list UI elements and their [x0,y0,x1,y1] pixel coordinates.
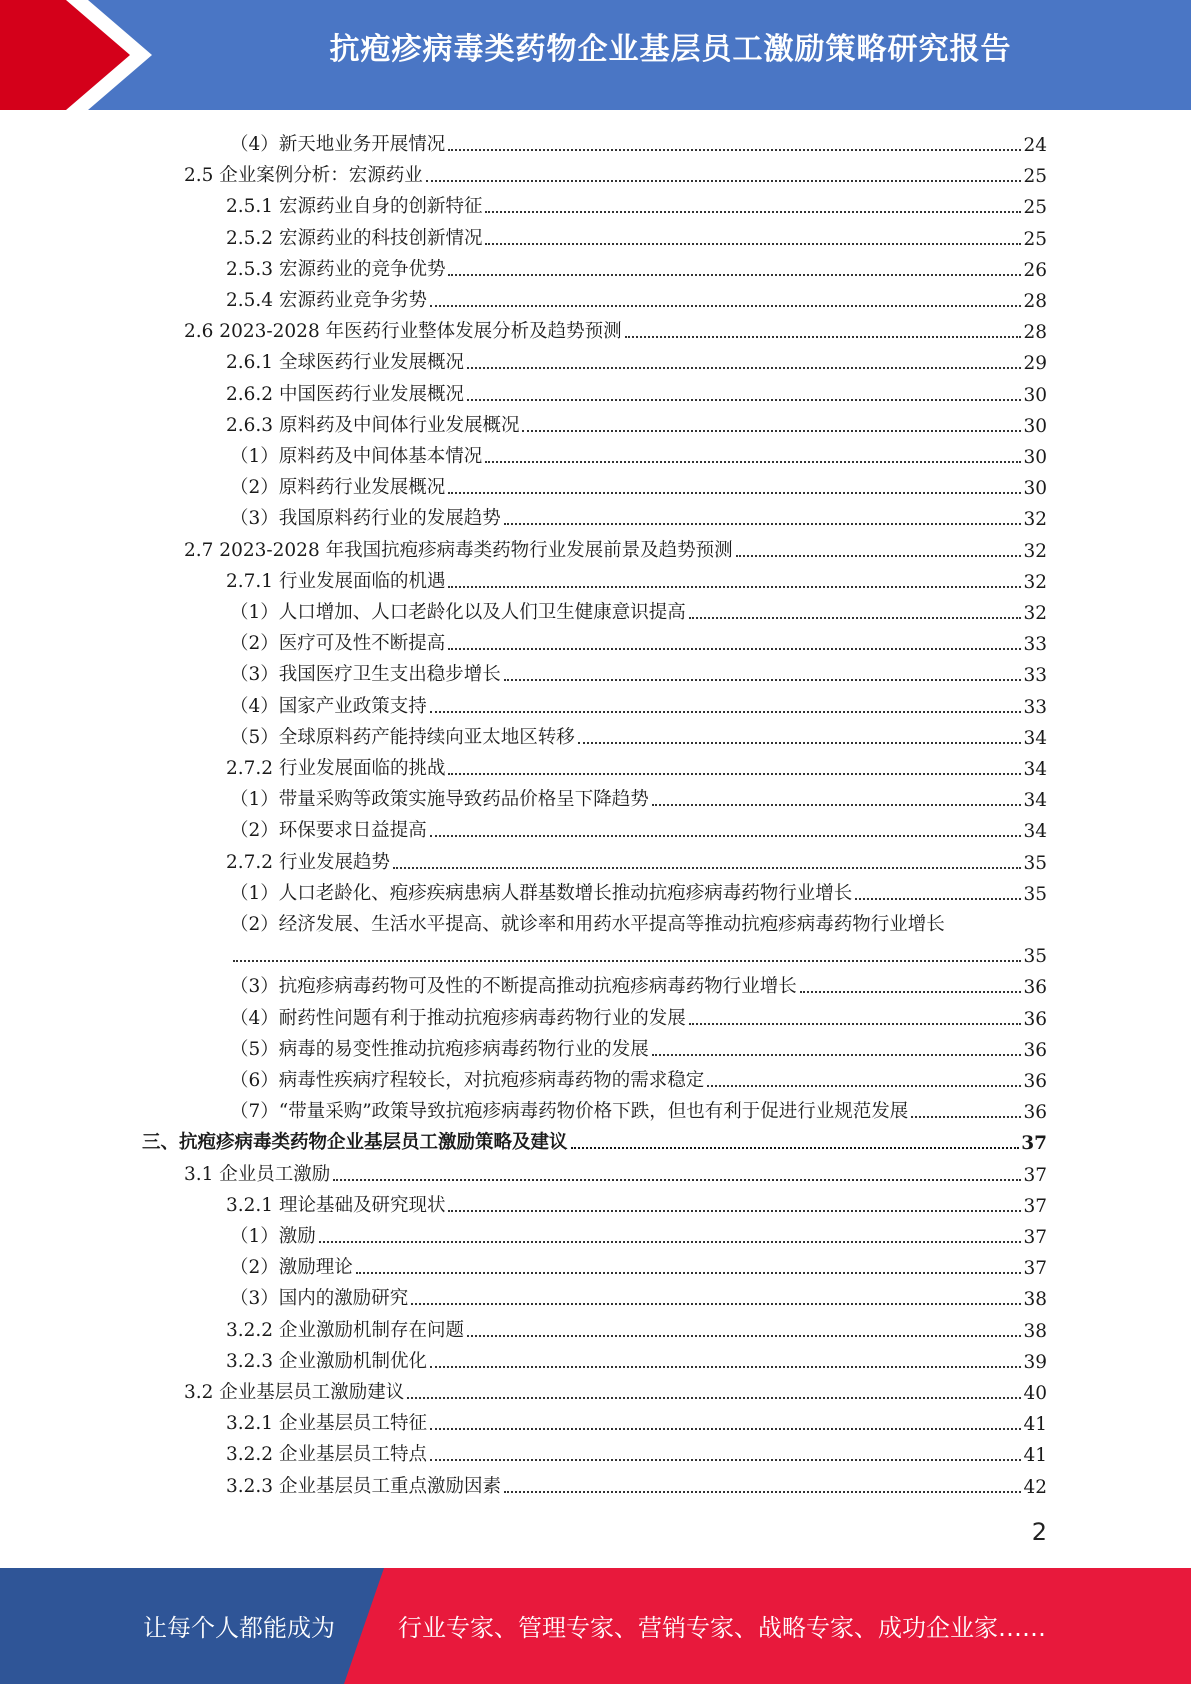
toc-entry-page: 32 [1023,540,1047,562]
toc-entry-page: 37 [1023,1227,1047,1248]
toc-entry-page: 32 [1023,571,1047,593]
toc-entry-page: 35 [1023,852,1047,874]
toc-leader-dots [430,1459,1021,1461]
toc-entry[interactable] [184,315,1047,343]
toc-entry-title: 2.5.1 宏源药业自身的创新特征 [226,196,483,218]
toc-leader-dots [356,1272,1022,1274]
toc-entry-page: 33 [1023,696,1047,718]
toc-entry[interactable] [184,159,1047,187]
toc-leader-dots [233,960,1021,962]
toc-entry-title: （7）“带量采购”政策导致抗疱疹病毒药物价格下跌，但也有利于促进行业规范发展 [230,1101,909,1123]
toc-entry[interactable] [226,222,1047,250]
toc-leader-dots [504,1491,1021,1493]
toc-entry-title: 2.7.2 行业发展趋势 [226,851,390,873]
toc-entry-title: （4）国家产业政策支持 [230,695,427,717]
toc-entry-title: 3.2.3 企业激励机制优化 [226,1350,427,1372]
toc-entry[interactable] [230,658,1047,686]
toc-entry-page: 34 [1023,821,1047,843]
toc-entry[interactable] [230,128,1047,156]
toc-leader-dots [430,1366,1021,1368]
toc-entry[interactable] [184,1376,1047,1404]
toc-entry[interactable] [226,1407,1047,1435]
toc-entry-page: 38 [1023,1320,1047,1342]
toc-entry-page: 33 [1023,665,1047,687]
toc-leader-dots [448,586,1021,588]
toc-entry-page: 36 [1023,1039,1047,1061]
toc-entry[interactable] [230,1002,1047,1030]
toc-leader-dots [689,617,1022,619]
toc-entry[interactable] [226,409,1047,437]
toc-entry-page: 34 [1023,727,1047,749]
toc-leader-dots [448,648,1021,650]
toc-leader-dots [571,1147,1020,1149]
toc-entry[interactable] [230,1220,1047,1248]
toc-entry-title: 2.6.3 原料药及中间体行业发展概况 [226,414,520,436]
toc-entry-page: 37 [1021,1133,1047,1155]
toc-entry-title: （2）环保要求日益提高 [230,820,427,842]
toc-entry[interactable] [226,565,1047,593]
toc-entry-page: 38 [1023,1289,1047,1311]
toc-entry-title: 3.2.2 企业激励机制存在问题 [226,1319,464,1341]
toc-entry-title: 3.2.3 企业基层员工重点激励因素 [226,1475,501,1497]
toc-entry-page: 24 [1023,135,1047,156]
toc-leader-dots [333,1179,1021,1181]
toc-entry[interactable] [230,1064,1047,1092]
toc-entry[interactable] [226,846,1047,874]
toc-entry-title: （2）经济发展、生活水平提高、就诊率和用药水平提高等推动抗疱疹病毒药物行业增长 [230,914,945,935]
toc-entry-title: 三、抗疱疹病毒类药物企业基层员工激励策略及建议 [142,1132,568,1154]
toc-entry-page: 37 [1023,1164,1047,1186]
toc-entry-title: （4）耐药性问题有利于推动抗疱疹病毒药物行业的发展 [230,1007,686,1029]
toc-entry-title: （1）人口增加、人口老龄化以及人们卫生健康意识提高 [230,602,686,623]
toc-entry-title: 2.7.2 行业发展面临的挑战 [226,758,446,779]
toc-entry-page: 28 [1023,291,1047,312]
toc-entry-title: 2.7.1 行业发展面临的机遇 [226,570,446,592]
toc-entry[interactable] [230,721,1047,749]
toc-entry[interactable] [226,346,1047,374]
toc-leader-dots [652,804,1022,806]
toc-entry-page: 37 [1023,1195,1047,1217]
toc-entry[interactable] [230,783,1047,811]
toc-entry[interactable] [226,1438,1047,1466]
toc-entry-title: （5）病毒的易变性推动抗疱疹病毒药物行业的发展 [230,1038,649,1060]
toc-leader-dots [522,430,1021,432]
toc-entry[interactable] [230,1282,1047,1310]
toc-entry[interactable] [230,1033,1047,1061]
page-header [0,0,1191,110]
toc-entry[interactable] [230,814,1047,842]
toc-entry-title: 3.2.1 理论基础及研究现状 [226,1194,446,1216]
toc-entry-title: （2）原料药行业发展概况 [230,477,446,499]
toc-leader-dots [504,523,1022,525]
toc-leader-dots [800,991,1022,993]
toc-entry-page: 25 [1023,197,1047,219]
toc-entry-page: 26 [1023,259,1047,281]
toc-entry[interactable] [226,284,1047,312]
toc-entry[interactable] [230,690,1047,718]
toc-leader-dots [467,1335,1021,1337]
toc-entry-page: 35 [1023,946,1047,968]
toc-entry[interactable] [184,534,1047,562]
toc-entry-title: 2.6.1 全球医药行业发展概况 [226,352,464,374]
toc-leader-dots [430,835,1022,837]
toc-entry[interactable] [230,1095,1047,1123]
toc-entry-title: 3.1 企业员工激励 [184,1163,331,1185]
toc-entry-page: 41 [1023,1445,1047,1467]
toc-entry-title: 3.2.2 企业基层员工特点 [226,1444,427,1466]
toc-entry[interactable] [184,1158,1047,1186]
toc-entry[interactable] [226,253,1047,281]
page-footer [0,1568,1191,1684]
toc-entry-title: 2.7 2023-2028 年我国抗疱疹病毒类药物行业发展前景及趋势预测 [184,539,733,561]
toc-entry-title: （5）全球原料药产能持续向亚太地区转移 [230,726,575,748]
toc-entry-page: 34 [1023,790,1047,812]
toc-leader-dots [448,492,1021,494]
toc-entry[interactable] [226,1345,1047,1373]
toc-entry[interactable] [230,1251,1047,1279]
toc-entry-title: （2）医疗可及性不断提高 [230,633,446,655]
toc-entry-title: （1）激励 [230,1226,316,1247]
toc-leader-dots [407,1397,1021,1399]
toc-entry-title: 2.5.2 宏源药业的科技创新情况 [226,227,483,249]
toc-entry[interactable] [226,190,1047,218]
toc-leader-dots [485,243,1021,245]
toc-entry[interactable] [230,502,1047,530]
toc-leader-dots [855,898,1021,900]
toc-entry-page: 36 [1023,1071,1047,1092]
toc-entry-title: 2.5.4 宏源药业竞争劣势 [226,290,427,311]
toc-entry-page: 36 [1023,1008,1047,1030]
toc-entry-title: 2.5.3 宏源药业的竞争优势 [226,258,446,280]
toc-entry-title: 2.6 2023-2028 年医药行业整体发展分析及趋势预测 [184,321,622,343]
toc-entry-page: 33 [1023,634,1047,656]
toc-leader-dots [736,555,1022,557]
toc-leader-dots [485,211,1021,213]
toc-entry-title: （4）新天地业务开展情况 [230,134,446,155]
toc-entry-title: （1）原料药及中间体基本情况 [230,446,483,467]
toc-entry-title: （1）人口老龄化、疱疹疾病患病人群基数增长推动抗疱疹病毒药物行业增长 [230,882,853,904]
toc-leader-dots [467,399,1021,401]
report-title: 抗疱疹病毒类药物企业基层员工激励策略研究报告 [329,32,1012,67]
toc-entry[interactable] [226,1470,1047,1498]
toc-entry-page: 39 [1023,1351,1047,1373]
toc-entry[interactable] [226,1189,1047,1217]
toc-entry-page: 30 [1023,415,1047,437]
toc-entry-title: 2.5 企业案例分析：宏源药业 [184,165,423,187]
toc-entry-title: （6）病毒性疾病疗程较长，对抗疱疹病毒药物的需求稳定 [230,1070,705,1091]
toc-leader-dots [319,1241,1022,1243]
toc-entry-title: 3.2 企业基层员工激励建议 [184,1382,405,1403]
toc-leader-dots [411,1303,1021,1305]
toc-entry-title: 3.2.1 企业基层员工特征 [226,1413,427,1435]
toc-entry-page: 35 [1023,883,1047,905]
toc-entry-page: 36 [1023,977,1047,999]
page-number: 2 [1031,1518,1047,1546]
toc-chapter-entry[interactable] [142,1126,1047,1154]
toc-entry[interactable] [230,877,1047,905]
toc-entry-page: 42 [1023,1476,1047,1498]
toc-entry[interactable] [230,596,1047,624]
toc-leader-dots [911,1116,1021,1118]
toc-entry[interactable] [230,908,945,936]
toc-entry-page: 36 [1023,1102,1047,1124]
toc-entry-title: （1）带量采购等政策实施导致药品价格呈下降趋势 [230,789,649,811]
toc-leader-dots [426,180,1022,182]
toc-entry[interactable] [226,752,1047,780]
toc-entry-page: 30 [1023,478,1047,500]
toc-leader-dots [448,274,1021,276]
toc-entry-page: 25 [1023,166,1047,188]
toc-leader-dots [467,367,1021,369]
footer-slogan-right: 行业专家、管理专家、营销专家、战略专家、成功企业家…… [398,1614,1046,1642]
toc-entry-page: 40 [1023,1383,1047,1404]
toc-leader-dots [430,305,1021,307]
toc-leader-dots [625,336,1022,338]
toc-leader-dots [430,1428,1021,1430]
toc-leader-dots [504,679,1022,681]
toc-leader-dots [689,1023,1022,1025]
toc-leader-dots [485,461,1021,463]
toc-entry[interactable] [230,471,1047,499]
toc-entry-page: 30 [1023,447,1047,468]
footer-slogan-left: 让每个人都能成为 [143,1614,335,1642]
toc-leader-dots [448,773,1021,775]
toc-leader-dots [393,867,1021,869]
toc-leader-dots [448,149,1021,151]
toc-leader-dots [430,711,1022,713]
toc-entry-title: （3）国内的激励研究 [230,1288,409,1310]
header-red-arrow [0,0,150,110]
toc-leader-dots [652,1054,1022,1056]
toc-entry[interactable] [226,1314,1047,1342]
toc-leader-dots [448,1210,1021,1212]
toc-entry-page: 34 [1023,759,1047,780]
toc-entry-page: 32 [1023,509,1047,531]
toc-entry[interactable] [226,378,1047,406]
toc-entry-page: 41 [1023,1414,1047,1436]
toc-entry[interactable] [230,970,1047,998]
toc-entry-page: 37 [1023,1258,1047,1280]
toc-entry-title: （3）我国原料药行业的发展趋势 [230,508,501,530]
toc-leader-dots [707,1085,1021,1087]
toc-entry-page: 28 [1023,322,1047,344]
toc-entry[interactable] [230,440,1047,468]
toc-entry-title: （2）激励理论 [230,1257,353,1279]
toc-entry-title: 2.6.2 中国医药行业发展概况 [226,383,464,405]
toc-entry-continuation[interactable] [230,939,1047,967]
toc-entry-title: （3）我国医疗卫生支出稳步增长 [230,664,501,686]
toc-entry-page: 25 [1023,228,1047,250]
toc-entry-title: （3）抗疱疹病毒药物可及性的不断提高推动抗疱疹病毒药物行业增长 [230,976,797,998]
toc-entry[interactable] [230,627,1047,655]
toc-entry-page: 32 [1023,603,1047,624]
toc-leader-dots [578,742,1022,744]
toc-entry-page: 30 [1023,384,1047,406]
toc-entry-page: 29 [1023,353,1047,375]
